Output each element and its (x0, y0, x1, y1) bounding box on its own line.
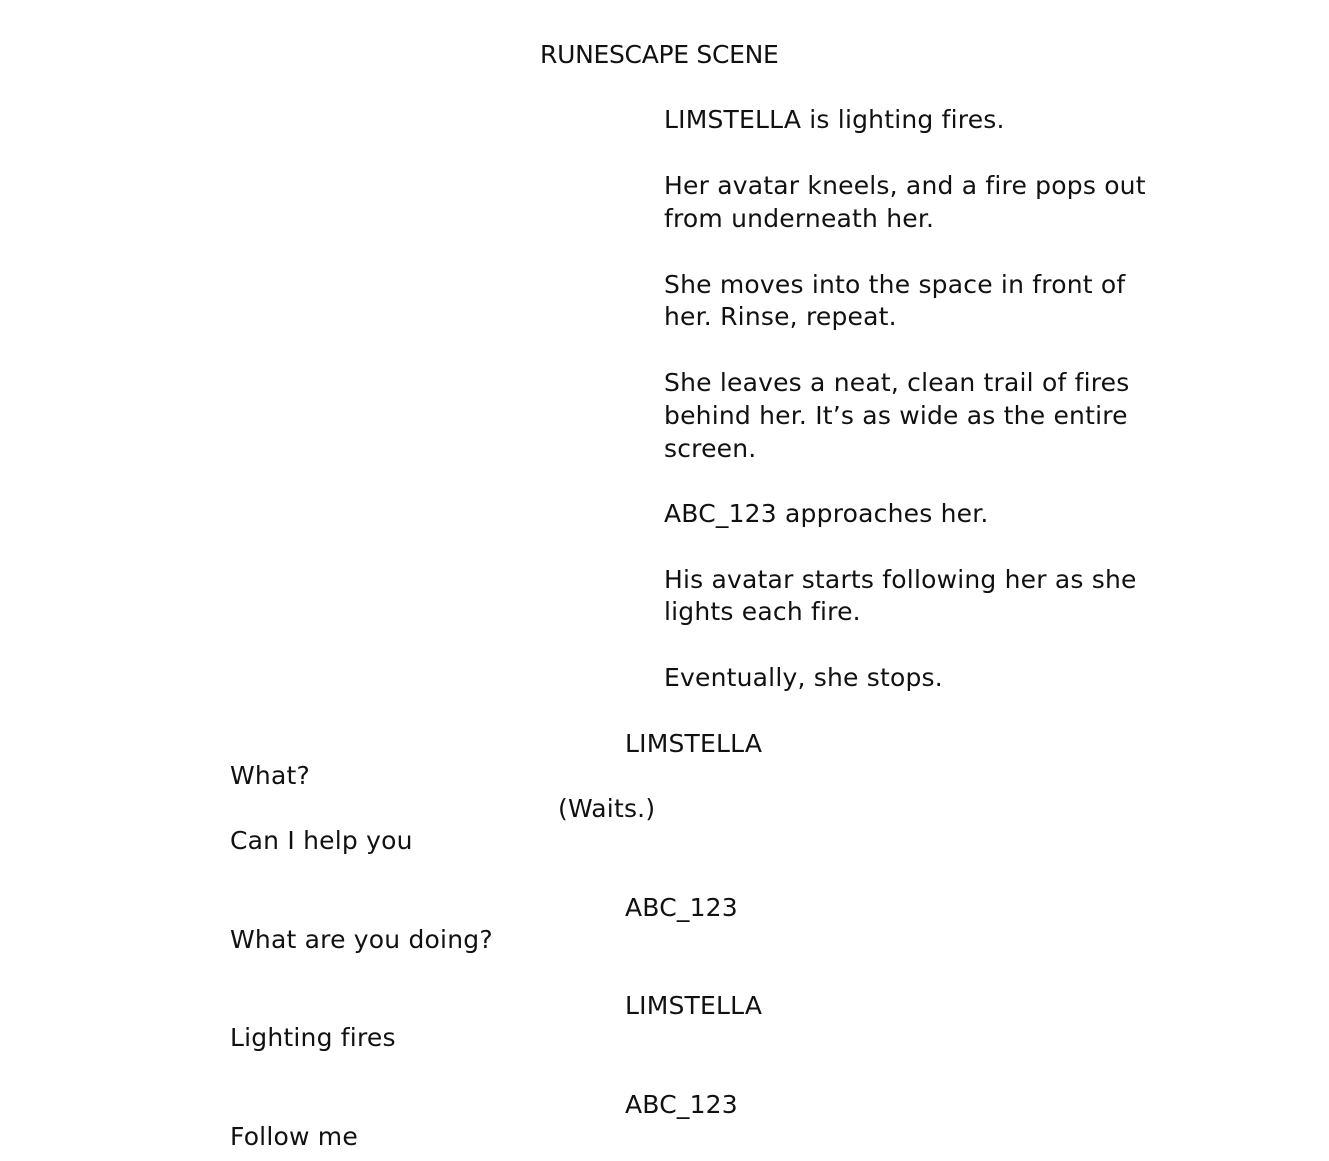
scene-title: RUNESCAPE SCENE (540, 40, 779, 69)
action-line: Eventually, she stops. (664, 663, 943, 692)
action-line: She leaves a neat, clean trail of fires (664, 368, 1130, 397)
action-line: behind her. It’s as wide as the entire (664, 401, 1128, 430)
dialogue-line: Lighting fires (230, 1023, 396, 1052)
dialogue-line: What? (230, 761, 310, 790)
character-name: ABC_123 (625, 893, 738, 922)
action-line: LIMSTELLA is lighting fires. (664, 105, 1005, 134)
character-name: LIMSTELLA (625, 991, 763, 1020)
action-line: She moves into the space in front of (664, 270, 1126, 299)
action-line: lights each fire. (664, 597, 861, 626)
dialogue-line: Can I help you (230, 826, 413, 855)
dialogue-line: Follow me (230, 1122, 358, 1151)
action-line: screen. (664, 434, 757, 463)
character-name: ABC_123 (625, 1090, 738, 1119)
parenthetical: (Waits.) (558, 794, 656, 823)
dialogue-line: What are you doing? (230, 925, 493, 954)
action-line: from underneath her. (664, 204, 935, 233)
action-line: ABC_123 approaches her. (664, 499, 989, 528)
action-line: Her avatar kneels, and a fire pops out (664, 171, 1146, 200)
character-name: LIMSTELLA (625, 729, 763, 758)
action-line: her. Rinse, repeat. (664, 302, 897, 331)
action-line: His avatar starts following her as she (664, 565, 1137, 594)
